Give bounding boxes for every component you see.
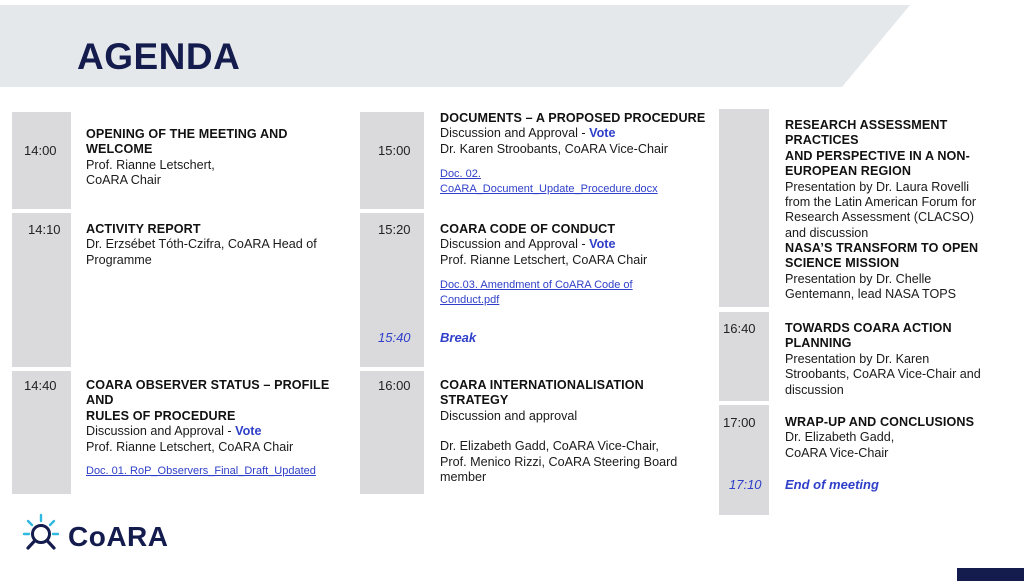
speaker: Dr. Karen Stroobants, CoARA Vice-Chair — [440, 141, 668, 156]
session-title: DOCUMENTS – A PROPOSED PROCEDURE — [440, 111, 706, 125]
doc-link-cont[interactable]: CoARA_Document_Update_Procedure.docx — [440, 183, 658, 196]
session-opening — [86, 127, 356, 189]
session-title: COARA CODE OF CONDUCT — [440, 222, 616, 236]
session-title: ACTIVITY REPORT — [86, 222, 201, 236]
doc-link[interactable]: Doc.03. Amendment of CoARA Code of — [440, 279, 633, 292]
session-title: RESEARCH ASSESSMENT PRACTICES — [785, 118, 948, 148]
presenter: Presentation by Dr. Chelle — [785, 271, 932, 286]
discussion-line — [440, 126, 710, 141]
session-title: COARA OBSERVER STATUS – PROFILE AND — [86, 378, 330, 408]
session-title-cont: EUROPEAN REGION — [785, 164, 912, 179]
discussion-label: Discussion and Approval - — [440, 237, 590, 252]
vote-label: Vote — [235, 424, 262, 439]
session-title: OPENING OF THE MEETING AND WELCOME — [86, 127, 288, 157]
discussion-label: Discussion and Approval - — [440, 126, 590, 141]
time-15-20: 15:20 — [378, 222, 411, 237]
corner-bar — [957, 568, 1024, 581]
speaker: Dr. Erzsébet Tóth-Czifra, CoARA Head of — [86, 237, 317, 252]
presenter: from the Latin American Forum for — [785, 195, 977, 210]
speaker: Dr. Elizabeth Gadd, — [785, 430, 895, 445]
time-16-40: 16:40 — [723, 321, 756, 336]
time-14-40: 14:40 — [24, 378, 57, 393]
time-17-10: 17:10 — [729, 477, 762, 492]
time-15-00: 15:00 — [378, 143, 411, 158]
discussion-line — [440, 237, 710, 252]
session-code-of-conduct — [440, 222, 710, 308]
presenter: Stroobants, CoARA Vice-Chair and — [785, 367, 981, 382]
presenter: Research Assessment (CLACSO) — [785, 210, 974, 225]
page-title: AGENDA — [77, 36, 241, 77]
time-17-00: 17:00 — [723, 415, 756, 430]
session-activity-report — [86, 222, 356, 268]
time-band — [360, 112, 424, 209]
vote-label: Vote — [589, 237, 616, 252]
speaker-role: Programme — [86, 252, 152, 267]
break-label: Break — [440, 330, 477, 345]
discussion-line — [86, 424, 358, 439]
time-band — [12, 112, 71, 209]
session-research-assessment — [785, 118, 1021, 241]
discussion-label: Discussion and Approval - — [86, 424, 236, 439]
session-internationalisation — [440, 378, 710, 485]
doc-link[interactable]: Doc. 01. RoP_Observers_Final_Draft_Updated — [86, 465, 316, 478]
speaker: Prof. Rianne Letschert, — [86, 157, 215, 172]
time-15-40: 15:40 — [378, 330, 411, 345]
doc-link-cont[interactable]: Conduct.pdf — [440, 294, 500, 307]
vote-label: Vote — [589, 126, 616, 141]
session-title: NASA’S TRANSFORM TO OPEN — [785, 241, 979, 255]
presenter: Presentation by Dr. Laura Rovelli — [785, 179, 970, 194]
magnifier-sun-icon — [22, 512, 62, 561]
session-title-cont: SCIENCE MISSION — [785, 256, 900, 271]
time-14-10: 14:10 — [28, 222, 61, 237]
session-observer-status — [86, 378, 358, 479]
session-nasa-tops — [785, 241, 1021, 303]
speaker-role: CoARA Vice-Chair — [785, 445, 889, 460]
session-action-planning — [785, 321, 1021, 398]
speaker: Prof. Menico Rizzi, CoARA Steering Board — [440, 454, 678, 469]
session-title-cont: AND PERSPECTIVE IN A NON- — [785, 148, 970, 163]
session-title-cont: RULES OF PROCEDURE — [86, 408, 236, 423]
presenter: Presentation by Dr. Karen — [785, 351, 930, 366]
time-16-00: 16:00 — [378, 378, 411, 393]
session-title: COARA INTERNATIONALISATION — [440, 378, 644, 392]
doc-link[interactable]: Doc. 02. — [440, 168, 481, 181]
speaker-role: member — [440, 470, 487, 485]
presenter: Gentemann, lead NASA TOPS — [785, 287, 957, 302]
session-title-cont: STRATEGY — [440, 393, 509, 408]
time-14-00: 14:00 — [24, 143, 57, 158]
speaker: Dr. Elizabeth Gadd, CoARA Vice-Chair, — [440, 439, 659, 454]
session-title: TOWARDS COARA ACTION — [785, 321, 952, 335]
speaker: Prof. Rianne Letschert, CoARA Chair — [440, 252, 648, 267]
session-documents-procedure — [440, 111, 710, 197]
time-band — [719, 109, 769, 307]
coara-logo — [22, 512, 169, 561]
presenter: and discussion — [785, 225, 869, 240]
session-title-cont: PLANNING — [785, 336, 852, 351]
speaker-role: CoARA Chair — [86, 173, 161, 188]
session-title: WRAP-UP AND CONCLUSIONS — [785, 415, 975, 429]
logo-text: CoARA — [68, 520, 169, 552]
end-of-meeting-label: End of meeting — [785, 477, 879, 492]
session-wrap-up — [785, 415, 1021, 461]
presenter: discussion — [785, 382, 844, 397]
speaker: Prof. Rianne Letschert, CoARA Chair — [86, 439, 294, 454]
discussion-line: Discussion and approval — [440, 408, 578, 423]
